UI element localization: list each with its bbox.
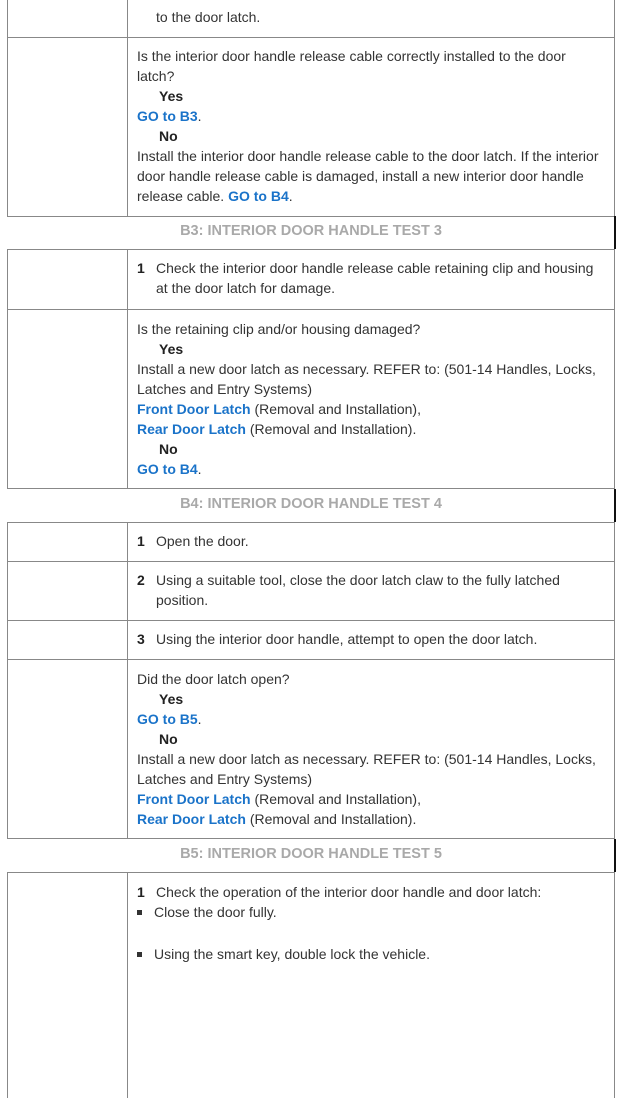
step-text: Using a suitable tool, close the door latch claw to the fully latched position.: [156, 572, 560, 608]
header-bar: [614, 216, 616, 249]
no-label: No: [159, 441, 178, 457]
rear-link-suffix: (Removal and Installation).: [249, 811, 417, 827]
step-text: Open the door.: [156, 533, 249, 549]
no-label: No: [159, 731, 178, 747]
section-header-b5: B5: INTERIOR DOOR HANDLE TEST 5: [180, 846, 442, 862]
row-b2-step-tail: [7, 0, 615, 38]
row-b4-step-3: [7, 620, 615, 660]
step-text: Check the operation of the interior door handle and door latch:: [156, 884, 542, 900]
question-text: Is the retaining clip and/or housing damaged?: [137, 321, 421, 337]
left-column: [127, 38, 128, 216]
section-header-b4: B4: INTERIOR DOOR HANDLE TEST 4: [180, 496, 442, 512]
rear-door-latch-link[interactable]: Rear Door Latch: [137, 811, 246, 827]
bullet-item: [137, 902, 604, 922]
step-text-tail: to the door latch.: [156, 9, 261, 25]
step-number: 1: [137, 260, 145, 276]
question-text: Is the interior door handle release cable correctly installed to the door latch?: [137, 48, 566, 84]
go-to-b4-link[interactable]: GO to B4: [137, 461, 198, 477]
yes-label: Yes: [159, 341, 184, 357]
section-header-b3: B3: INTERIOR DOOR HANDLE TEST 3: [180, 223, 442, 239]
left-column: [127, 0, 128, 38]
step-text: Check the interior door handle release cable retaining clip and housing at the door latch for damage.: [156, 260, 594, 296]
step-text: Using the interior door handle, attempt to open the door latch.: [156, 631, 538, 647]
left-column: [127, 621, 128, 660]
header-bar: [614, 489, 616, 522]
front-door-latch-link[interactable]: Front Door Latch: [137, 791, 251, 807]
left-column: [127, 873, 128, 1098]
yes-instruction: Install a new door latch as necessary. REFER to: (501-14 Handles, Locks, Latches and Entry Systems): [137, 361, 596, 397]
step-number: 3: [137, 631, 145, 647]
row-b3-step-1: [7, 249, 615, 309]
row-b4-step-2: [7, 561, 615, 621]
row-b4-question: Did the door latch open? Yes GO to B5. No Install a new door latch as necessary. REFER to: (501-14 Handles, Locks, Latches and Entry Systems) Front Door Latch (Removal and Installation), Rear Door Latch (Removal and Installation).: [7, 659, 615, 839]
header-bar: [614, 839, 616, 872]
square-bullet-icon: [137, 952, 142, 957]
rear-door-latch-link[interactable]: Rear Door Latch: [137, 421, 246, 437]
step-number: 1: [137, 884, 145, 900]
bullet-text: Close the door fully.: [154, 904, 277, 920]
question-text: Did the door latch open?: [137, 671, 290, 687]
front-door-latch-link[interactable]: Front Door Latch: [137, 401, 251, 417]
square-bullet-icon: [137, 910, 142, 915]
left-column: [127, 310, 128, 488]
front-link-suffix: (Removal and Installation),: [254, 791, 421, 807]
go-to-b5-link[interactable]: GO to B5: [137, 711, 198, 727]
rear-link-suffix: (Removal and Installation).: [249, 421, 417, 437]
left-column: [127, 660, 128, 838]
row-b4-step-1: [7, 522, 615, 562]
go-to-b4-link[interactable]: GO to B4: [228, 188, 289, 204]
front-link-suffix: (Removal and Installation),: [254, 401, 421, 417]
yes-label: Yes: [159, 691, 184, 707]
row-b3-question: Is the retaining clip and/or housing damaged? Yes Install a new door latch as necessary. REFER to: (501-14 Handles, Locks, Latches and Entry Systems) Front Door Latch (Removal and Installation), Rear Door Latch (Removal and Installation). No GO to B4.: [7, 309, 615, 489]
bullet-text: Using the smart key, double lock the vehicle.: [154, 946, 430, 962]
no-instruction: Install the interior door handle release cable to the door latch. If the interior door handle release cable is damaged, install a new interior door handle release cable.: [137, 148, 599, 204]
no-instruction: Install a new door latch as necessary. REFER to: (501-14 Handles, Locks, Latches and Entry Systems): [137, 751, 596, 787]
step-number: 2: [137, 572, 145, 588]
bullet-item: [137, 944, 604, 964]
row-b2-question: Is the interior door handle release cable correctly installed to the door latch? Yes GO to B3. No Install the interior door handle release cable to the door latch. If the interior door handle release cable is damaged, install a new interior door handle release cable. GO to B4.: [7, 37, 615, 217]
no-label: No: [159, 128, 178, 144]
go-to-b3-link[interactable]: GO to B3: [137, 108, 198, 124]
left-column: [127, 523, 128, 562]
yes-label: Yes: [159, 88, 184, 104]
row-b5-step-1: [7, 872, 615, 1098]
left-column: [127, 250, 128, 309]
step-number: 1: [137, 533, 145, 549]
left-column: [127, 562, 128, 621]
